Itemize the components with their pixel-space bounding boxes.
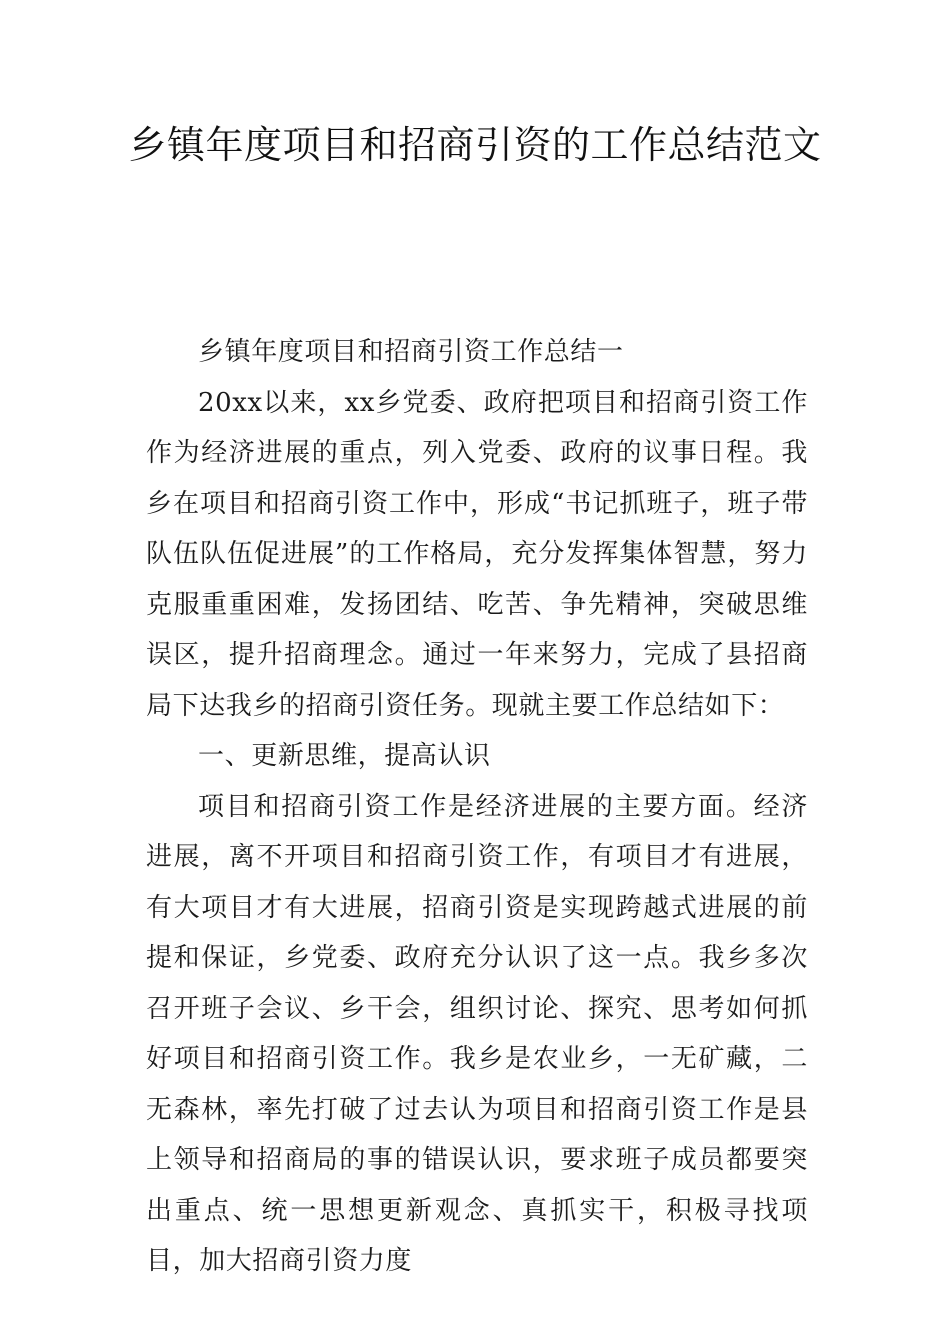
- document-title: 乡镇年度项目和招商引资的工作总结范文: [128, 123, 822, 167]
- paragraph-intro: 20xx以来，xx乡党委、政府把项目和招商引资工作作为经济进展的重点，列入党委、政府的议事日程。我乡在项目和招商引资工作中，形成“书记抓班子，班子带队伍队伍促进展”的工作格局，充分发挥集体智慧，努力克服重重困难，发扬团结、吃苦、争先精神，突破思维误区，提升招商理念。通过一年来努力，完成了县招商局下达我乡的招商引资任务。现就主要工作总结如下：: [146, 387, 808, 721]
- section-heading: 乡镇年度项目和招商引资工作总结一: [198, 337, 624, 367]
- document-body: [146, 327, 808, 1287]
- paragraph-section-1: 项目和招商引资工作是经济进展的主要方面。经济进展，离不开项目和招商引资工作，有项目才有进展，有大项目才有大进展，招商引资是实现跨越式进展的前提和保证，乡党委、政府充分认识了这一点。我乡多次召开班子会议、乡干会，组织讨论、探究、思考如何抓好项目和招商引资工作。我乡是农业乡，一无矿藏，二无森林，率先打破了过去认为项目和招商引资工作是县上领导和招商局的事的错误认识，要求班子成员都要突出重点、统一思想更新观念、真抓实干，积极寻找项目，加大招商引资力度: [146, 791, 808, 1276]
- section-heading-1: 一、更新思维，提高认识: [198, 741, 491, 771]
